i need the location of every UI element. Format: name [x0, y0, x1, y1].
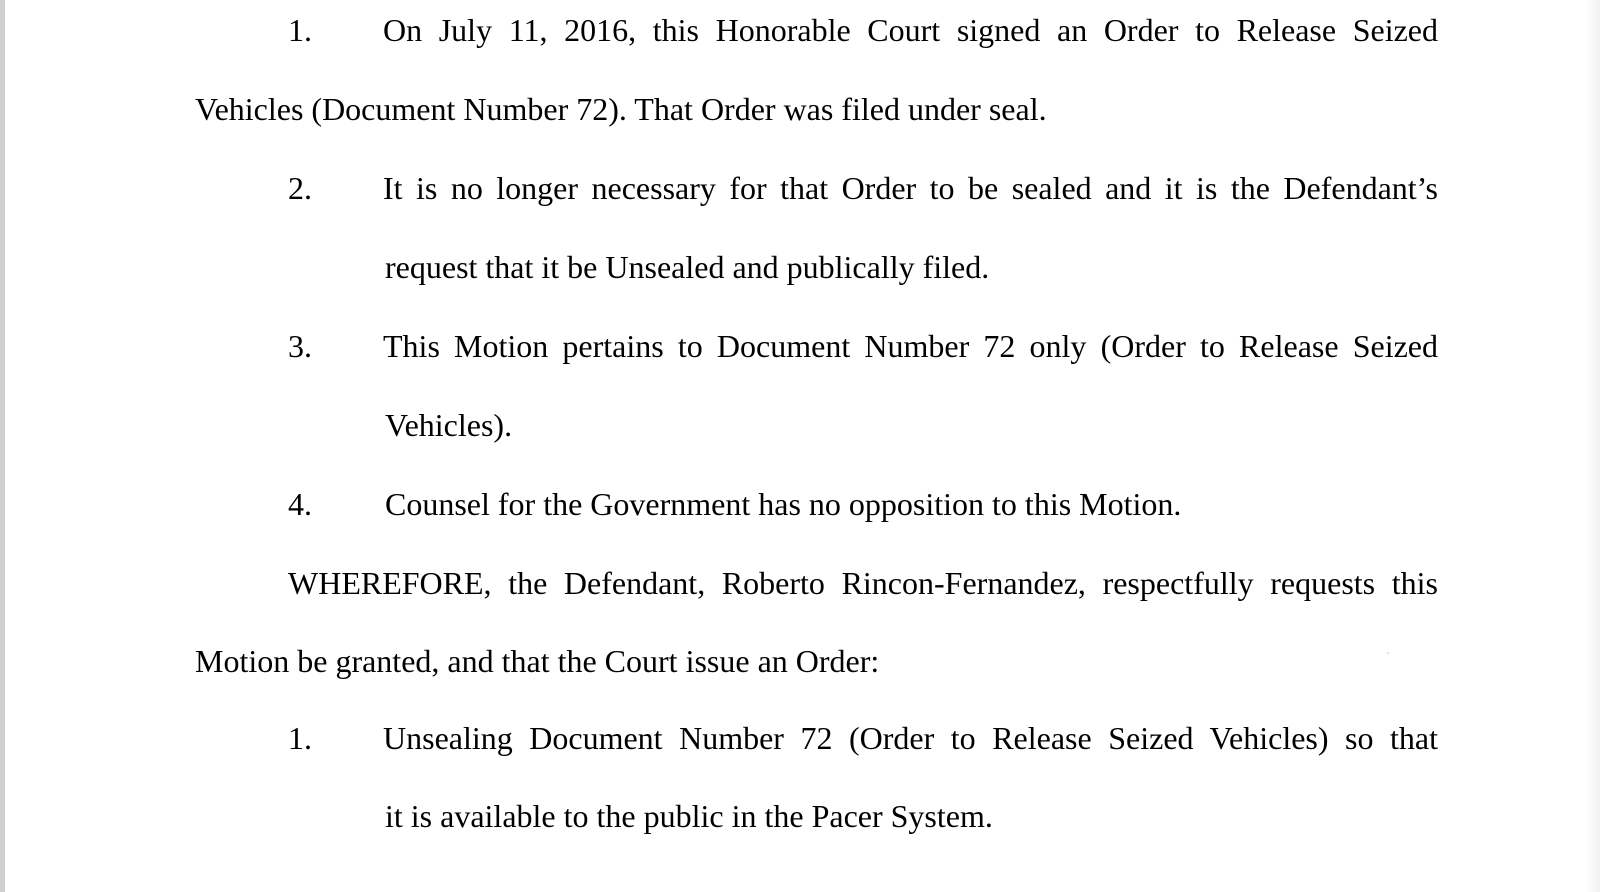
paragraph-2-continuation: request that it be Unsealed and publically filed. [385, 249, 990, 285]
order-item-1-first-line: Unsealing Document Number 72 (Order to Release Seized Vehicles) so that [383, 720, 1438, 756]
order-item-1-number: 1. [288, 720, 312, 756]
paragraph-3-number: 3. [288, 328, 312, 364]
wherefore-first-line: WHEREFORE, the Defendant, Roberto Rincon-Fernandez, respectfully requests this [288, 565, 1438, 601]
paragraph-3-continuation: Vehicles). [385, 407, 513, 443]
paragraph-1-continuation: Vehicles (Document Number 72). That Order was filed under seal. [195, 91, 1047, 127]
paragraph-1-number: 1. [288, 12, 312, 48]
paragraph-2-number: 2. [288, 170, 312, 206]
wherefore-continuation: Motion be granted, and that the Court issue an Order: [195, 643, 880, 679]
paragraph-1-first-line: On July 11, 2016, this Honorable Court signed an Order to Release Seized [383, 12, 1438, 48]
paragraph-4-number: 4. [288, 486, 312, 522]
viewer-right-border [1586, 0, 1600, 892]
paragraph-4-first-line: Counsel for the Government has no opposition to this Motion. [385, 486, 1182, 522]
order-item-1-continuation: it is available to the public in the Pacer System. [385, 798, 993, 834]
scan-speck [1387, 652, 1389, 654]
document-page [5, 0, 1586, 892]
paragraph-3-first-line: This Motion pertains to Document Number 72 only (Order to Release Seized [383, 328, 1438, 364]
paragraph-2-first-line: It is no longer necessary for that Order to be sealed and it is the Defendant’s [383, 170, 1438, 206]
